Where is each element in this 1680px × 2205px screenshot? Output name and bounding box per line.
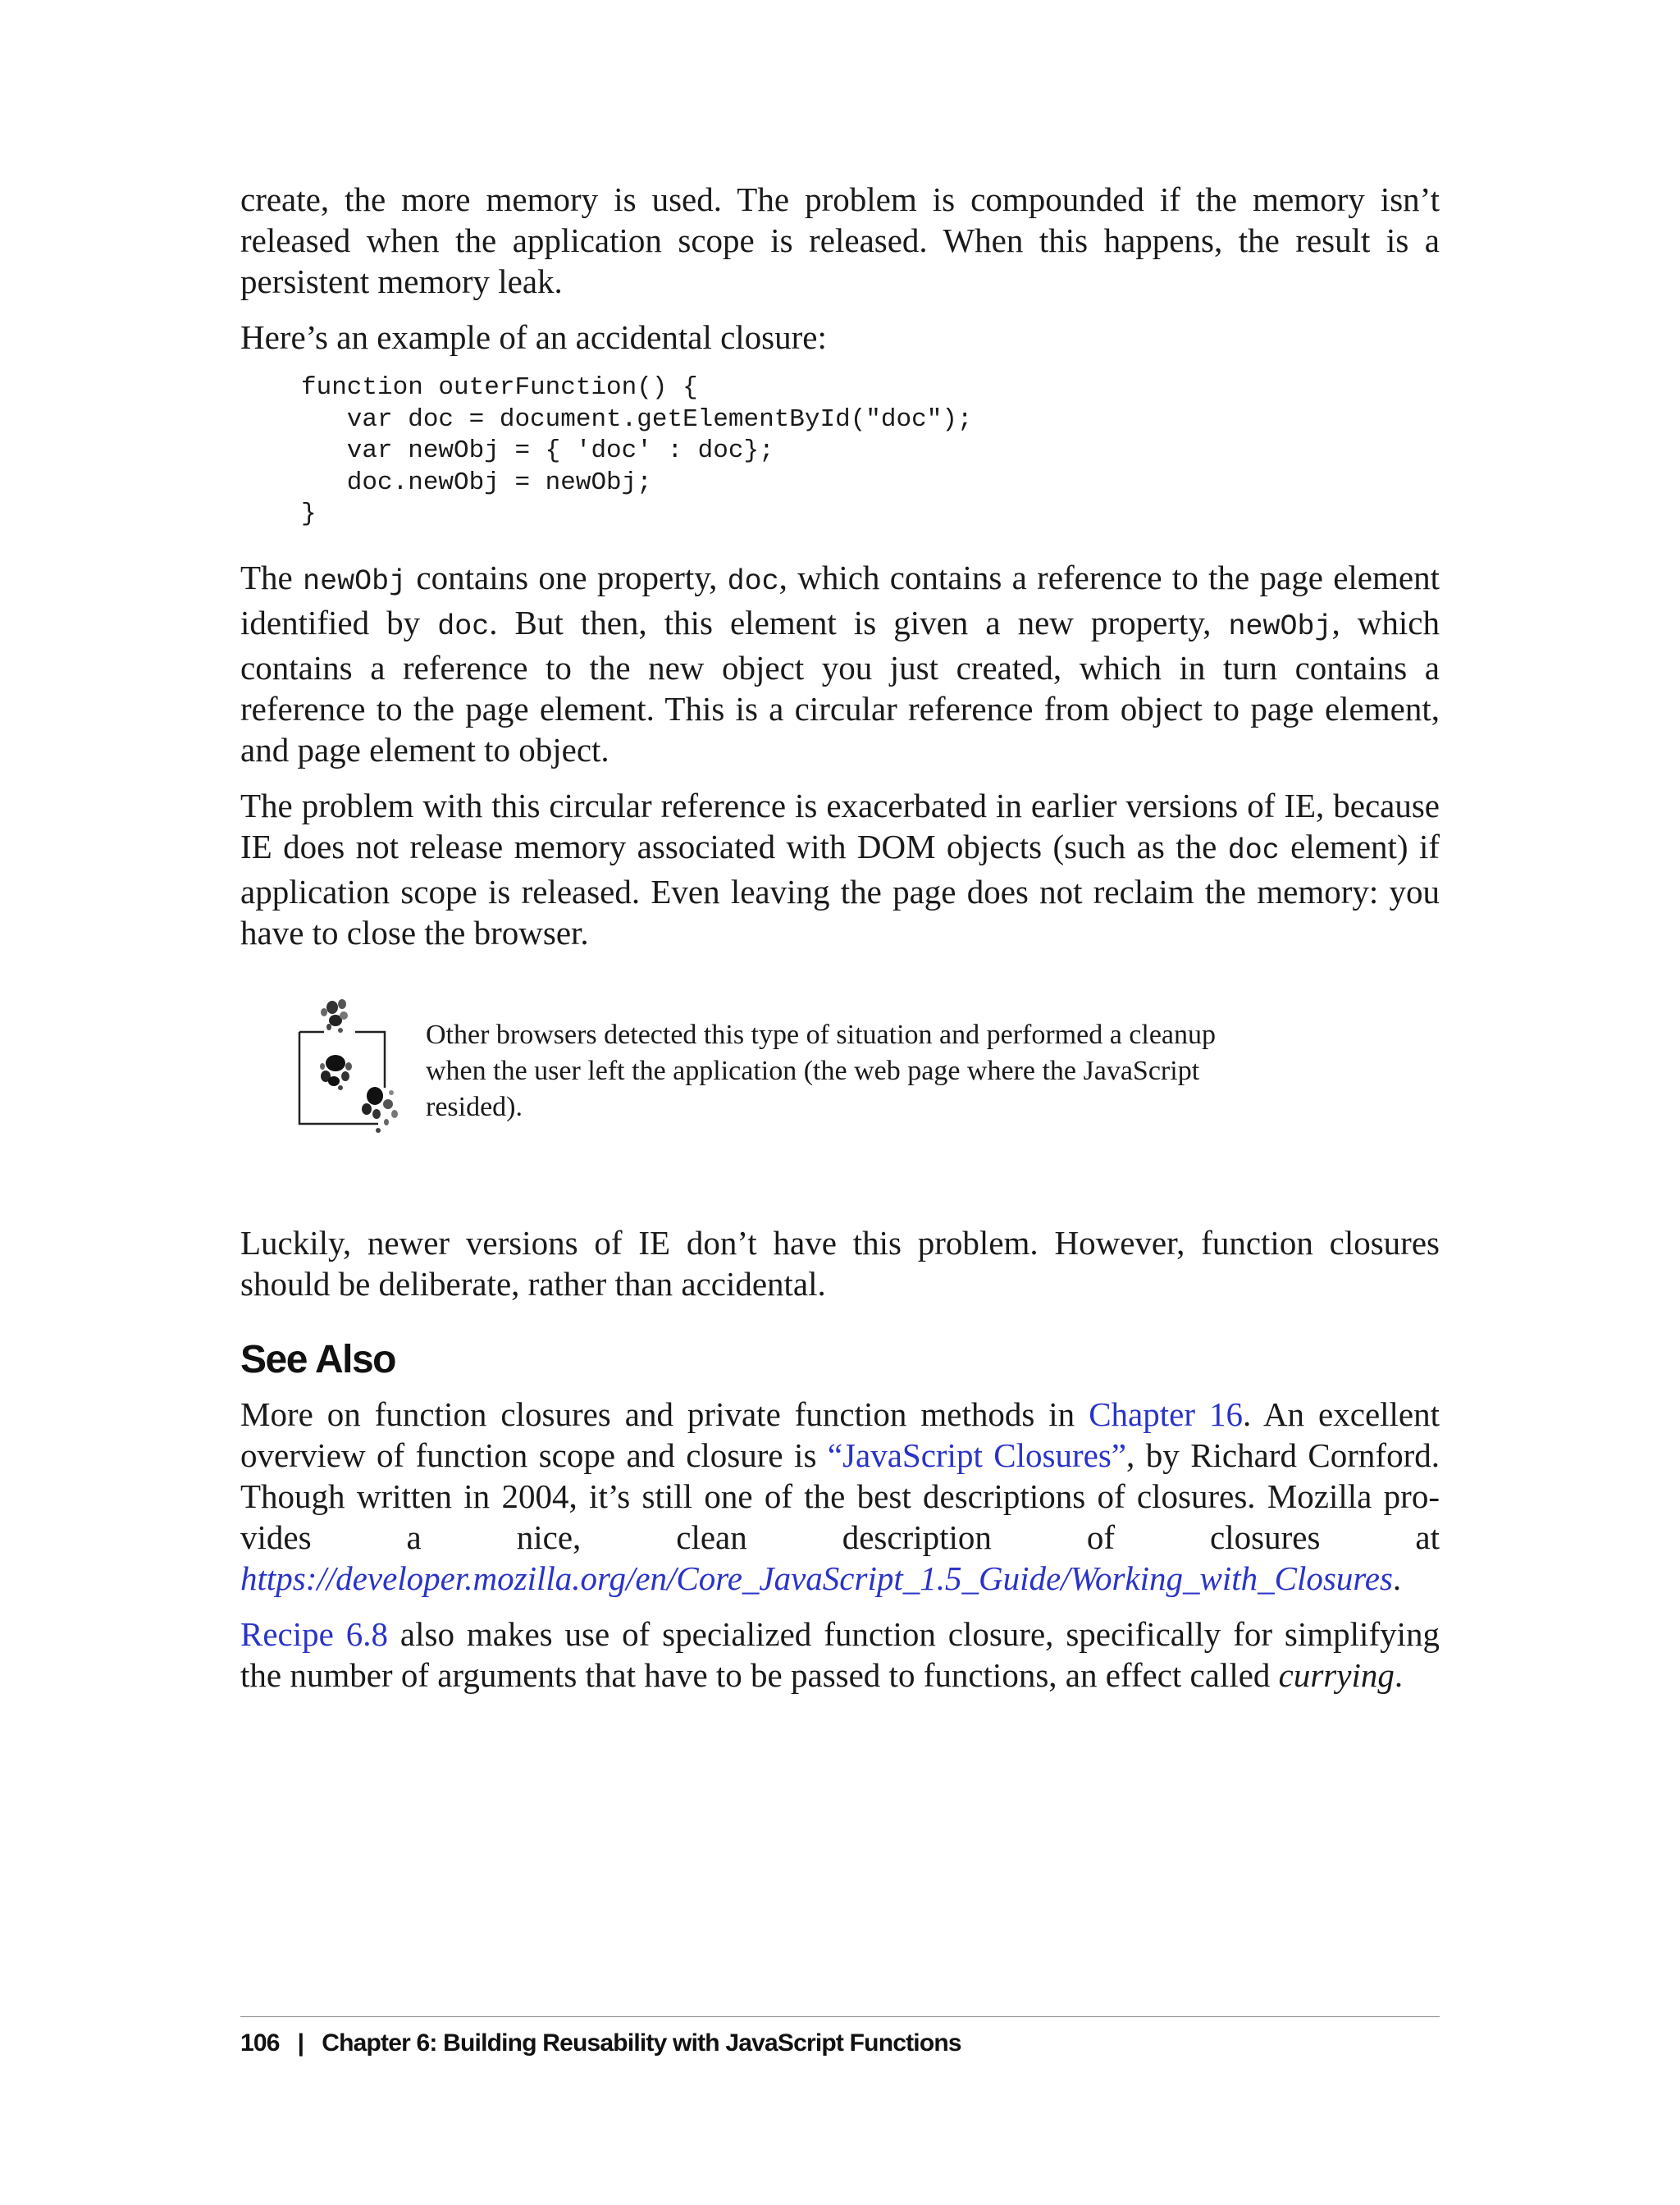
code-listing — [301, 372, 1440, 531]
section-heading-see-also: See Also — [240, 1337, 395, 1381]
code-line: var doc = document.getElementById("doc"); — [301, 404, 973, 434]
paragraph-text: Luckily, newer versions of IE don’t have this problem. However, function closures should be deliberate, rather than accidental. — [240, 1223, 1440, 1303]
paragraph-text: create, the more memory is used. The problem is compounded if the memory isn’t released when the application scope is released. When this happens, the result is a persistent memory leak. — [240, 180, 1440, 300]
inline-code: doc — [437, 609, 490, 643]
paragraph-memory-leak — [240, 179, 1440, 302]
link-recipe-6-8[interactable]: Recipe 6.8 — [240, 1614, 388, 1653]
emphasis-currying: currying — [1278, 1655, 1395, 1694]
inline-code: doc — [727, 564, 779, 598]
page-content — [240, 179, 1440, 1710]
footer-divider — [240, 2016, 1440, 2017]
paragraph-ie-problem: The problem with this circular reference is exacerbated in earlier versions of IE, because IE does not release memory associated with DOM objects (such as the doc element) if application scope is released. Even leaving the page does not reclaim the memory: you have to close the browser. — [240, 786, 1440, 952]
page-footer — [240, 2029, 961, 2057]
tip-note — [240, 999, 1440, 1196]
tip-paw-icon — [283, 999, 422, 1147]
inline-code: newObj — [1228, 609, 1332, 643]
paragraph-newobj-explanation: The newObj contains one property, doc, which contains a reference to the page element identified by doc. But then, this element is given a new property, newObj, which contains a reference to the new object you just created, which in turn contains a reference to the page element. This is a circular reference from object to page element, and page element to object. — [240, 558, 1440, 769]
code-line: var newObj = { 'doc' : doc}; — [301, 436, 774, 465]
tip-text: Other browsers detected this type of situation and performed a cleanup when the user left the application (the web page where the JavaScript resided). — [426, 1019, 1217, 1122]
link-javascript-closures[interactable]: “JavaScript Closures” — [827, 1436, 1127, 1474]
code-line: } — [301, 500, 317, 528]
page-number: 106 — [240, 2029, 280, 2057]
chapter-title: Chapter 6: Building Reusability with JavaScript Functions — [322, 2029, 961, 2057]
footer-separator: | — [297, 2029, 304, 2057]
inline-code: newObj — [303, 564, 407, 598]
paragraph-newer-ie — [240, 1222, 1440, 1304]
link-mozilla-closures-url[interactable]: https://developer.mozilla.org/en/Core_JavaScript_1.5_Guide/Working_with_Closures — [240, 1559, 1393, 1597]
code-line: function outerFunction() { — [301, 373, 698, 402]
paragraph-example-intro — [240, 317, 1440, 358]
code-line: doc.newObj = newObj; — [301, 468, 652, 497]
link-chapter-16[interactable]: Chapter 16 — [1089, 1395, 1243, 1433]
inline-code: doc — [1227, 833, 1280, 867]
paragraph-text: Here’s an example of an accidental closure: — [240, 318, 827, 356]
paragraph-currying: Recipe 6.8 also makes use of specialized function closure, specifically for simplifying the number of arguments that have to be passed to functions, an effect called currying. — [240, 1614, 1440, 1694]
paragraph-see-also: More on function closures and private function methods in Chapter 16. An excellent overview of function scope and closure is “JavaScript Closures”, by Richard Cornford. Though written in 2004, it’s still one of the best descriptions of closures. Mozilla provides a nice, clean description of closures at https://developer.mozilla.org/en/Core_JavaScript_1.5_Guide/Working_with_Closures. — [240, 1395, 1440, 1597]
